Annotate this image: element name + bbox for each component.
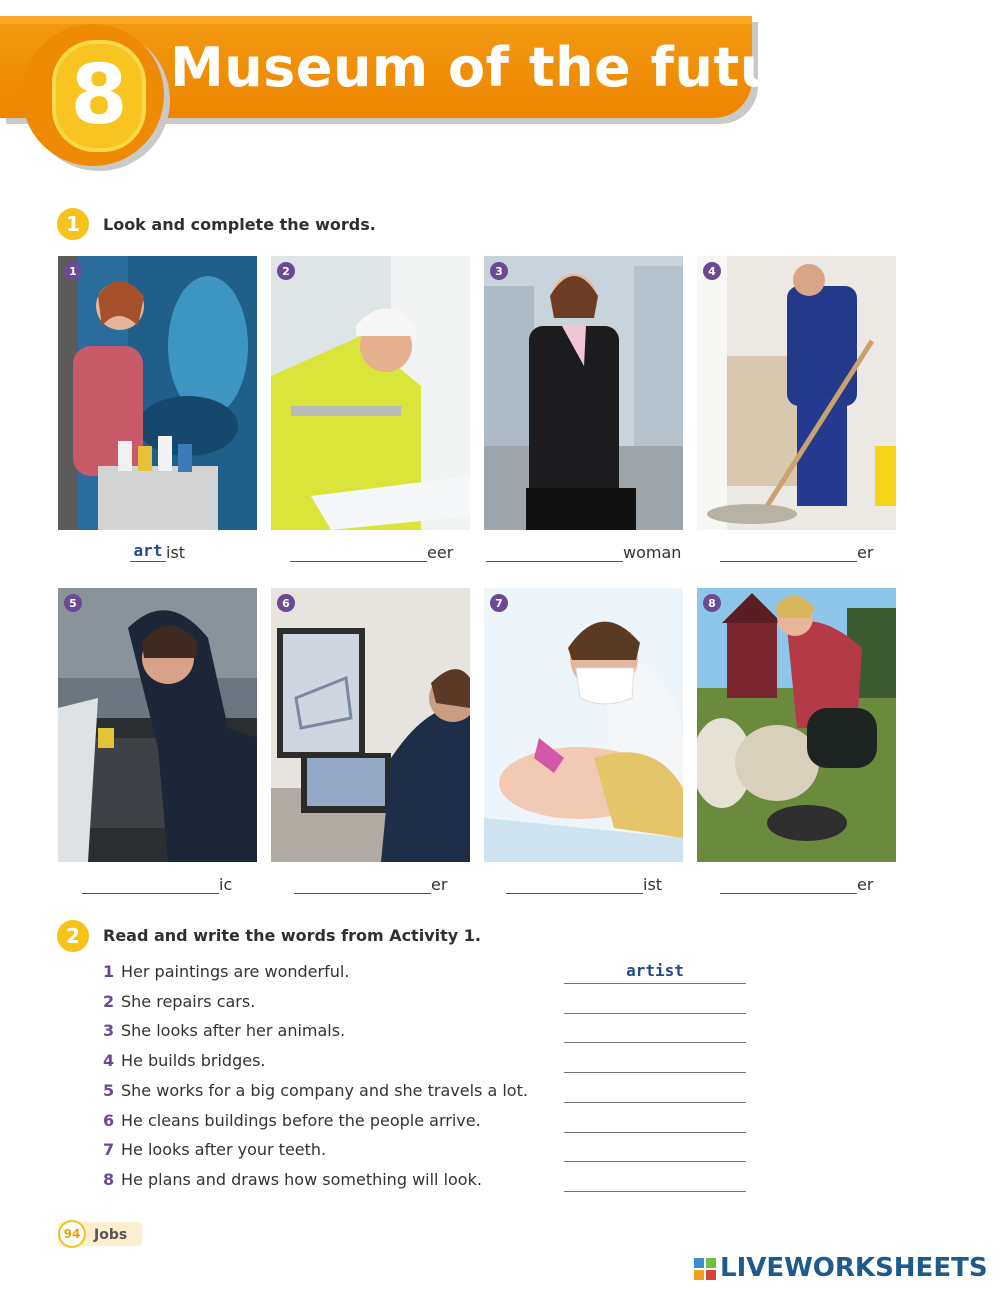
photo-mechanic	[58, 588, 257, 862]
word-blank-7	[506, 873, 662, 899]
word-suffix: er	[431, 875, 448, 894]
question-item: 5 She works for a big company and she travels a lot.	[103, 1081, 528, 1100]
answer-input-7[interactable]	[564, 1139, 746, 1162]
photo-cleaner	[697, 256, 896, 530]
word-suffix: woman	[623, 543, 682, 562]
photo-number: 8	[703, 594, 721, 612]
activity-1-number: 1	[57, 208, 89, 240]
question-item: 1 Her paintings are wonderful.	[103, 962, 350, 981]
section-label: Jobs	[94, 1227, 128, 1243]
photo-number: 6	[277, 594, 295, 612]
word-input-8[interactable]	[720, 873, 857, 894]
word-blank-6	[294, 873, 447, 899]
word-blank-8	[720, 873, 873, 899]
word-suffix: er	[857, 543, 874, 562]
question-item: 2 She repairs cars.	[103, 992, 256, 1011]
photo-designer	[271, 588, 470, 862]
unit-number-badge: 8	[52, 40, 146, 152]
question-item: 3 She looks after her animals.	[103, 1021, 346, 1040]
word-input-6[interactable]	[294, 873, 431, 894]
photo-number: 4	[703, 262, 721, 280]
answer-input-1[interactable]: artist	[564, 961, 746, 984]
word-input-1[interactable]: art	[130, 541, 166, 562]
answer-input-2[interactable]	[564, 991, 746, 1014]
answer-input-3[interactable]	[564, 1020, 746, 1043]
word-input-3[interactable]	[486, 541, 623, 562]
word-input-2[interactable]	[290, 541, 427, 562]
answer-input-8[interactable]	[564, 1169, 746, 1192]
word-suffix: ist	[166, 543, 186, 562]
question-item: 8 He plans and draws how something will look.	[103, 1170, 482, 1189]
word-suffix: ist	[643, 875, 663, 894]
word-blank-2	[290, 541, 453, 567]
word-suffix: ic	[219, 875, 233, 894]
photo-farmer	[697, 588, 896, 862]
activity-2-instruction: Read and write the words from Activity 1.	[103, 926, 481, 945]
answer-input-6[interactable]	[564, 1110, 746, 1133]
word-blank-3	[486, 541, 681, 567]
brand-name[interactable]: LIVEWORKSHEETS	[720, 1253, 988, 1283]
word-blank-5	[82, 873, 232, 899]
word-input-4[interactable]	[720, 541, 857, 562]
word-input-5[interactable]	[82, 873, 219, 894]
word-suffix: er	[857, 875, 874, 894]
word-blank-4	[720, 541, 873, 567]
photo-number: 2	[277, 262, 295, 280]
question-item: 6 He cleans buildings before the people arrive.	[103, 1111, 481, 1130]
activity-1-instruction: Look and complete the words.	[103, 215, 376, 234]
answer-input-5[interactable]	[564, 1080, 746, 1103]
liveworksheets-logo-icon	[694, 1258, 716, 1280]
photo-number: 7	[490, 594, 508, 612]
answer-input-4[interactable]	[564, 1050, 746, 1073]
question-item: 4 He builds bridges.	[103, 1051, 266, 1070]
word-input-7[interactable]	[506, 873, 643, 894]
question-item: 7 He looks after your teeth.	[103, 1140, 327, 1159]
page-number: 94	[58, 1220, 86, 1248]
word-suffix: eer	[427, 543, 454, 562]
photo-businesswoman	[484, 256, 683, 530]
word-blank-1	[130, 541, 185, 567]
photo-artist	[58, 256, 257, 530]
photo-number: 3	[490, 262, 508, 280]
photo-number: 1	[64, 262, 82, 280]
photo-number: 5	[64, 594, 82, 612]
page-title: Museum of the future	[170, 36, 843, 99]
photo-engineer	[271, 256, 470, 530]
photo-dentist	[484, 588, 683, 862]
activity-2-number: 2	[57, 920, 89, 952]
